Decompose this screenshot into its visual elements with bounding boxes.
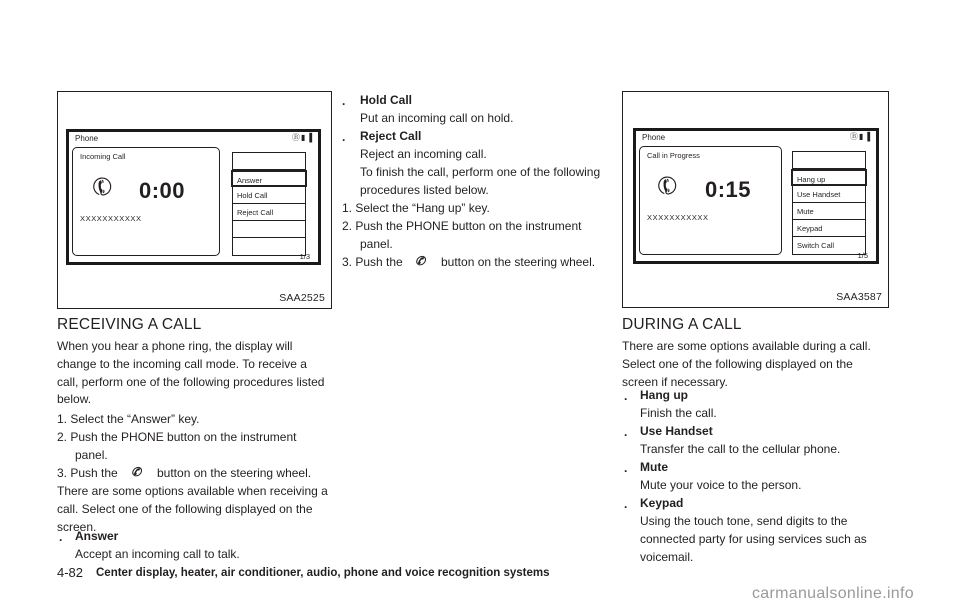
watermark: carmanualsonline.info — [752, 585, 914, 602]
bullet-mark: . — [624, 497, 628, 511]
menu-item-mute[interactable]: Mute — [793, 203, 865, 220]
receiving-intro: When you hear a phone ring, the display will change to the incoming call mode. To receive a call, perform one of the following procedures listed below. — [57, 339, 325, 407]
receive-step-3-cont: button on the steering wheel. — [157, 466, 312, 480]
bullet-hang-up-term: Hang up — [640, 388, 688, 402]
finish-step-2-cont: panel. — [360, 237, 393, 251]
call-menu — [792, 151, 866, 255]
screen-title: Phone — [75, 134, 99, 143]
call-info-box — [639, 146, 782, 255]
phone-handset-icon: ✆ — [87, 170, 119, 205]
receive-step-1: 1. Select the “Answer” key. — [57, 412, 200, 426]
menu-item-hold-call[interactable]: Hold Call — [233, 187, 305, 204]
bullet-mark: . — [59, 530, 63, 544]
bullet-mute-desc: Mute your voice to the person. — [640, 478, 802, 492]
finish-intro: To finish the call, perform one of the following procedures listed below. — [360, 165, 601, 197]
page-number: 4-82 — [57, 565, 84, 580]
signal-icon: ▐ — [306, 133, 312, 142]
caller-number: XXXXXXXXXXX — [80, 214, 142, 223]
call-status: Incoming Call — [80, 152, 126, 161]
menu-item-empty[interactable] — [793, 152, 865, 169]
menu-item-answer[interactable]: Answer — [231, 170, 307, 187]
figure-incoming-call — [57, 91, 332, 309]
bullet-mark: . — [342, 94, 346, 108]
menu-item-switch-call[interactable]: Switch Call — [797, 241, 835, 250]
call-menu — [232, 152, 306, 256]
bullet-hold-call-term: Hold Call — [360, 93, 413, 107]
call-info-box — [72, 147, 220, 256]
battery-icon: ▮ — [858, 132, 864, 141]
figure-label: SAA3587 — [836, 291, 882, 303]
menu-item-empty[interactable] — [233, 238, 305, 255]
call-timer: 0:15 — [705, 177, 752, 202]
bullet-hold-call-desc: Put an incoming call on hold. — [360, 111, 514, 125]
finish-step-3-cont: button on the steering wheel. — [441, 255, 596, 269]
bluetooth-icon: Ⓑ — [291, 133, 300, 142]
status-icons — [850, 132, 870, 142]
figure-call-in-progress — [622, 91, 889, 308]
bullet-reject-call-desc: Reject an incoming call. — [360, 147, 487, 161]
bullet-reject-call-term: Reject Call — [360, 129, 422, 143]
screen-title: Phone — [642, 133, 666, 142]
display-screen — [66, 129, 321, 265]
finish-step-1: 1. Select the “Hang up” key. — [342, 201, 490, 215]
section-title: Center display, heater, air conditioner, audio, phone and voice recognition systems — [96, 567, 550, 579]
bullet-mute-term: Mute — [640, 460, 668, 474]
display-screen — [633, 128, 879, 264]
finish-step-2: 2. Push the PHONE button on the instrument — [342, 219, 582, 233]
signal-icon: ▐ — [864, 132, 870, 141]
bullet-answer-desc: Accept an incoming call to talk. — [75, 547, 240, 561]
menu-item-use-handset[interactable]: Use Handset — [793, 186, 865, 203]
bullet-mark: . — [624, 461, 628, 475]
receive-step-3: 3. Push the — [57, 466, 118, 480]
bullet-mark: . — [342, 130, 346, 144]
phone-handset-icon: ✆ — [652, 169, 684, 204]
bullet-mark: . — [624, 425, 628, 439]
menu-item-empty[interactable] — [233, 153, 305, 170]
receiving-heading: RECEIVING A CALL — [57, 316, 202, 333]
bullet-use-handset-desc: Transfer the call to the cellular phone. — [640, 442, 841, 456]
receiving-options-intro: There are some options available when receiving a call. Select one of the following displayed on the screen. — [57, 484, 328, 534]
during-intro: There are some options available during a call. Select one of the following displayed on the screen if necessary. — [622, 339, 871, 389]
menu-item-keypad[interactable]: Keypad — [793, 220, 865, 237]
bullet-mark: . — [624, 389, 628, 403]
status-icons — [292, 133, 312, 143]
steering-phone-button-icon: ✆ — [131, 465, 142, 479]
receive-step-2-cont: panel. — [75, 448, 108, 462]
menu-item-empty[interactable] — [233, 221, 305, 238]
bullet-keypad-term: Keypad — [640, 496, 684, 510]
battery-icon: ▮ — [300, 133, 306, 142]
finish-step-3: 3. Push the — [342, 255, 403, 269]
receive-step-2: 2. Push the PHONE button on the instrument — [57, 430, 297, 444]
bullet-keypad-desc: Using the touch tone, send digits to the connected party for using services such as voicemail. — [640, 514, 867, 564]
steering-phone-button-icon: ✆ — [415, 254, 426, 268]
call-timer: 0:00 — [139, 178, 186, 203]
during-heading: DURING A CALL — [622, 316, 742, 333]
page-indicator: 1/3 — [299, 252, 310, 261]
menu-item-hang-up[interactable]: Hang up — [791, 169, 867, 186]
bullet-answer-term: Answer — [75, 529, 119, 543]
caller-number: XXXXXXXXXXX — [647, 213, 709, 222]
menu-item-reject-call[interactable]: Reject Call — [233, 204, 305, 221]
page-indicator: 1/5 — [857, 251, 868, 260]
bluetooth-icon: Ⓑ — [849, 132, 858, 141]
bullet-hang-up-desc: Finish the call. — [640, 406, 717, 420]
call-status: Call in Progress — [647, 151, 700, 160]
figure-label: SAA2525 — [279, 292, 325, 304]
bullet-use-handset-term: Use Handset — [640, 424, 713, 438]
